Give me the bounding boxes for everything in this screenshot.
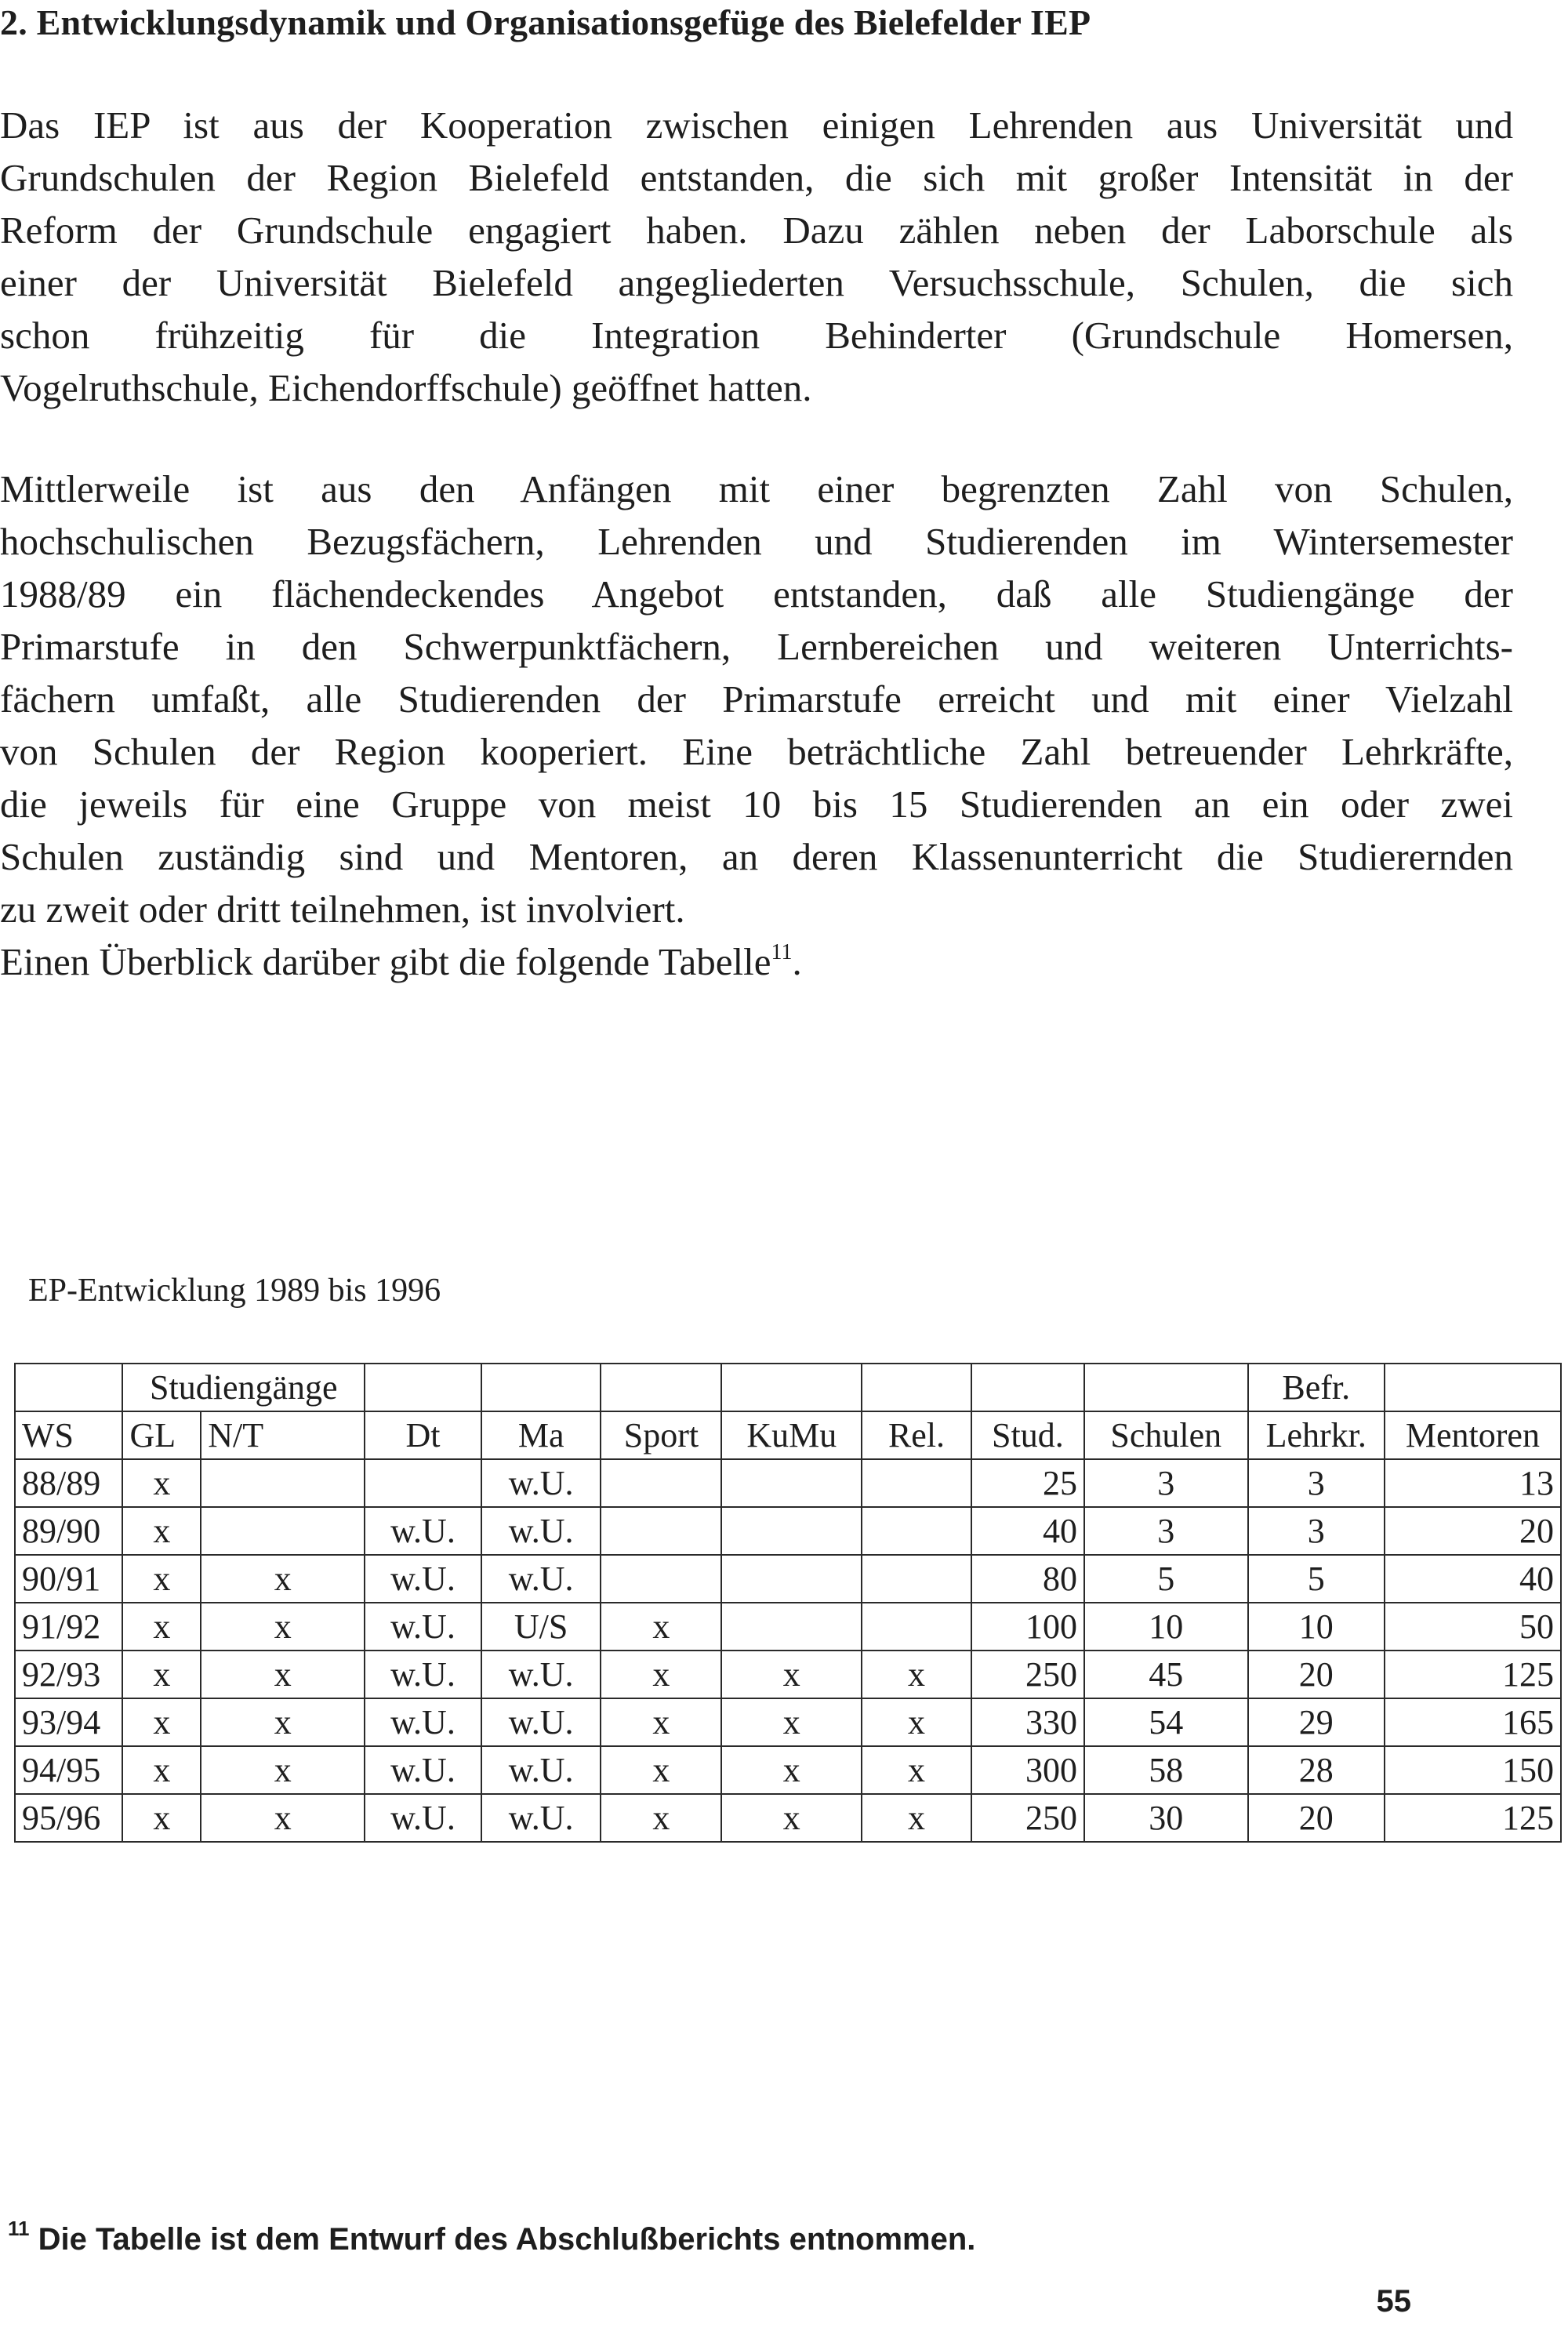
column-header: Dt [365,1411,481,1459]
table-cell [862,1603,971,1651]
befr-header: Befr. [1248,1364,1385,1411]
table-cell: x [601,1603,721,1651]
table-cell: 80 [971,1555,1084,1603]
text-line: Das IEP ist aus der Kooperation zwischen einigen Lehrenden aus Universität und [0,104,1513,147]
table-cell: 29 [1248,1698,1385,1746]
table-cell: x [721,1746,862,1794]
table-cell [201,1459,365,1507]
table-cell: 300 [971,1746,1084,1794]
table-cell: 125 [1385,1794,1561,1842]
table-cell: x [122,1459,201,1507]
table-cell [201,1507,365,1555]
table-cell: 30 [1084,1794,1248,1842]
table-cell: 10 [1248,1603,1385,1651]
page-number: 55 [1376,2284,1411,2319]
table-cell: 95/96 [15,1794,122,1842]
column-header: Rel. [862,1411,971,1459]
table-row [15,1507,1561,1555]
table-cell: 100 [971,1603,1084,1651]
table-cell: x [201,1698,365,1746]
text-line: schon frühzeitig für die Integration Behinderter (Grundschule Homersen, [0,314,1513,357]
footnote [8,2219,975,2260]
table-cell: 3 [1084,1459,1248,1507]
text-line: Mittlerweile ist aus den Anfängen mit einer begrenzten Zahl von Schulen, [0,467,1513,510]
table-header-row-2 [15,1411,1561,1459]
column-header: Ma [481,1411,601,1459]
table-cell: w.U. [365,1794,481,1842]
table-row [15,1746,1561,1794]
column-header: Stud. [971,1411,1084,1459]
table-cell: 93/94 [15,1698,122,1746]
table-cell: x [122,1794,201,1842]
table-cell: x [862,1746,971,1794]
text-line: die jeweils für eine Gruppe von meist 10 bis 15 Studierenden an ein oder zwei [0,783,1513,826]
table-cell [721,1555,862,1603]
table-row [15,1459,1561,1507]
table-cell: U/S [481,1603,601,1651]
table-cell [601,1555,721,1603]
overview-line [0,935,1513,988]
text-line: 1988/89 ein flächendeckendes Angebot entstanden, daß alle Studiengänge der [0,572,1513,616]
table-cell: 150 [1385,1746,1561,1794]
table-cell: 94/95 [15,1746,122,1794]
table-cell [601,1459,721,1507]
table-cell: x [201,1603,365,1651]
table-row [15,1603,1561,1651]
column-header: Schulen [1084,1411,1248,1459]
table-cell: 40 [1385,1555,1561,1603]
table-cell: x [201,1794,365,1842]
table-row [15,1555,1561,1603]
column-header: Lehrkr. [1248,1411,1385,1459]
table-cell: w.U. [481,1698,601,1746]
table-cell: 5 [1084,1555,1248,1603]
table-cell: x [601,1698,721,1746]
footnote-text: Die Tabelle ist dem Entwurf des Abschlußberichts entnommen. [38,2222,976,2257]
table-cell: 20 [1248,1794,1385,1842]
text-line: Grundschulen der Region Bielefeld entstanden, die sich mit großer Intensität in der [0,156,1513,199]
table-cell: 88/89 [15,1459,122,1507]
table-row [15,1651,1561,1698]
table-cell: 3 [1248,1507,1385,1555]
table-cell: 91/92 [15,1603,122,1651]
column-header: KuMu [721,1411,862,1459]
table-cell: w.U. [365,1507,481,1555]
table-cell: x [201,1651,365,1698]
table-cell: 5 [1248,1555,1385,1603]
table-cell: w.U. [365,1746,481,1794]
table-cell: 25 [971,1459,1084,1507]
table-cell: 3 [1084,1507,1248,1555]
footnote-marker: 11 [8,2217,30,2240]
table-cell: x [122,1651,201,1698]
table-cell: x [122,1746,201,1794]
table-cell: x [122,1603,201,1651]
column-header: Mentoren [1385,1411,1561,1459]
text-line: einer der Universität Bielefeld angegliederten Versuchsschule, Schulen, die sich [0,261,1513,304]
table-cell: 50 [1385,1603,1561,1651]
text-line: zu zweit oder dritt teilnehmen, ist involviert. [0,888,685,931]
text-line: Reform der Grundschule engagiert haben. Dazu zählen neben der Laborschule als [0,209,1513,252]
footnote-reference[interactable]: 11 [771,940,793,964]
table-cell [862,1459,971,1507]
table-cell: 45 [1084,1651,1248,1698]
text-line: Schulen zuständig sind und Mentoren, an deren Klassenunterricht die Studierernden [0,835,1513,878]
table-cell: w.U. [481,1746,601,1794]
table-cell: 13 [1385,1459,1561,1507]
table-cell: 330 [971,1698,1084,1746]
section-heading: 2. Entwicklungsdynamik und Organisationsgefüge des Bielefelder IEP [0,2,1091,42]
table-cell: w.U. [481,1794,601,1842]
table-cell: 40 [971,1507,1084,1555]
overview-sentence: Einen Überblick darüber gibt die folgende Tabelle [0,940,771,983]
table-cell: 54 [1084,1698,1248,1746]
table-cell: w.U. [365,1698,481,1746]
studiengaenge-header: Studiengänge [122,1364,365,1411]
table-cell: w.U. [365,1555,481,1603]
table-row [15,1698,1561,1746]
column-header: WS [15,1411,122,1459]
table-cell: w.U. [481,1651,601,1698]
table-cell: x [601,1746,721,1794]
table-cell: x [721,1794,862,1842]
column-header: GL [122,1411,201,1459]
table-cell: 58 [1084,1746,1248,1794]
text-line: Vogelruthschule, Eichendorffschule) geöffnet hatten. [0,366,812,409]
table-cell: x [862,1794,971,1842]
table-cell: x [601,1794,721,1842]
table-cell: x [601,1651,721,1698]
table-cell [601,1507,721,1555]
overview-period: . [792,940,802,983]
table-cell [721,1507,862,1555]
table-cell: 28 [1248,1746,1385,1794]
table-cell [721,1603,862,1651]
table-cell: 10 [1084,1603,1248,1651]
table-cell: x [122,1698,201,1746]
table-cell: x [201,1555,365,1603]
table-caption: EP-Entwicklung 1989 bis 1996 [28,1273,441,1309]
paragraph-2 [0,463,1513,988]
text-line: fächern umfaßt, alle Studierenden der Primarstufe erreicht und mit einer Vielzahl [0,677,1513,721]
table-cell: w.U. [365,1651,481,1698]
table-header-row-1 [15,1364,1561,1411]
text-line: hochschulischen Bezugsfächern, Lehrenden und Studierenden im Wintersemester [0,520,1513,563]
table-cell: x [721,1651,862,1698]
table-cell: 90/91 [15,1555,122,1603]
table-cell [862,1507,971,1555]
table-cell [862,1555,971,1603]
table-cell: w.U. [481,1459,601,1507]
table-cell: x [122,1507,201,1555]
table-cell: x [862,1698,971,1746]
table-cell: 250 [971,1651,1084,1698]
text-line: Primarstufe in den Schwerpunktfächern, Lernbereichen und weiteren Unterrichts- [0,625,1513,668]
table-cell: x [201,1746,365,1794]
table-cell [365,1459,481,1507]
text-line: von Schulen der Region kooperiert. Eine beträchtliche Zahl betreuender Lehrkräfte, [0,730,1513,773]
table-cell: x [122,1555,201,1603]
table-cell: 165 [1385,1698,1561,1746]
table-cell: w.U. [481,1555,601,1603]
ep-development-table [14,1363,1562,1843]
table-cell: 92/93 [15,1651,122,1698]
table-cell: 20 [1385,1507,1561,1555]
table-cell: 20 [1248,1651,1385,1698]
table-cell: x [721,1698,862,1746]
table-cell: w.U. [365,1603,481,1651]
table-cell: 250 [971,1794,1084,1842]
table-cell: 3 [1248,1459,1385,1507]
table-cell: w.U. [481,1507,601,1555]
paragraph-1 [0,99,1513,414]
table-row [15,1794,1561,1842]
table-cell: 125 [1385,1651,1561,1698]
table-cell [721,1459,862,1507]
column-header: Sport [601,1411,721,1459]
table-cell: x [862,1651,971,1698]
table-cell: 89/90 [15,1507,122,1555]
column-header: N/T [201,1411,365,1459]
